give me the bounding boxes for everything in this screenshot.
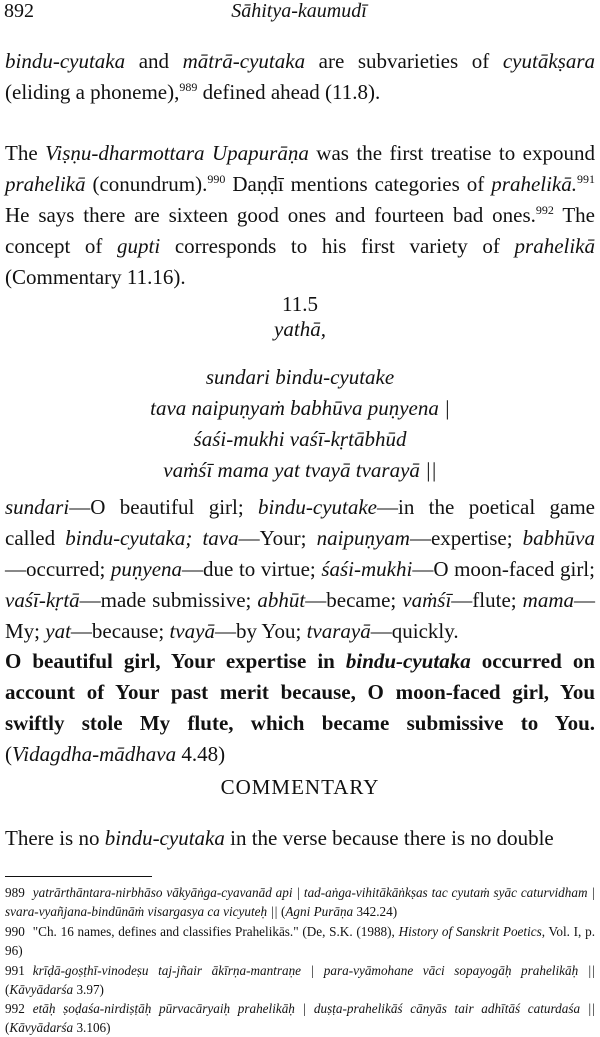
- verse-number: 11.5: [282, 292, 318, 316]
- footnote-ref: 990: [207, 172, 226, 186]
- footnote-990: 990 "Ch. 16 names, defines and classifies Prahelikās." (De, S.K. (1988), History of Sanskrit Poetics, Vol. I, p. 96): [5, 924, 595, 958]
- footnote-ref: 989: [179, 80, 198, 94]
- verse-line: tava naipuṇyaṁ babhūva puṇyena |: [150, 396, 450, 420]
- footnote-ref: 992: [535, 203, 554, 217]
- commentary-text: There is no bindu-cyutaka in the verse because there is no double: [5, 826, 554, 850]
- commentary-heading: COMMENTARY: [220, 775, 380, 799]
- footnote-number: 990: [5, 924, 25, 939]
- page-header: [4, 0, 594, 28]
- word-for-word-synonyms: sundari—O beautiful girl; bindu-cyutake—in the poetical game called bindu-cyutaka; tava—Your; naipuṇyam—expertise; babhūva—occurred; puṇyena—due to virtue; śaśi-mukhi—O moon-faced girl; vaśī-kṛtā—made submissive; abhūt—became; vaṁśī—flute; mama—My; yat—because; tvayā—by You; tvarayā—quickly.: [5, 495, 595, 643]
- footnote-ref: 991: [577, 172, 595, 186]
- footnote-number: 991: [5, 963, 25, 978]
- footnote-number: 989: [5, 885, 25, 900]
- footnote-989: 989 yatrārthāntara-nirbhāso vākyāṅga-cyavanād api | tad-aṅga-vihitākāṅkṣas tac cyutaṁ syāc caturvidham | svara-vyañjana-bindūnāṁ visargasya ca vicyuteḥ || (Agni Purāṇa 342.24): [5, 885, 595, 919]
- page-number: 892: [4, 0, 34, 22]
- verse-line: śaśi-mukhi vaśī-kṛtābhūd: [193, 427, 407, 451]
- footnote-992: 992 etāḥ ṣoḍaśa-nirdiṣṭāḥ pūrvacāryaiḥ prahelikāḥ | duṣṭa-prahelikāś cānyās tair adhītāś caturdaśa || (Kāvyādarśa 3.106): [5, 1001, 595, 1035]
- footnote-991: 991 krīḍā-goṣṭhī-vinodeṣu taj-jñair ākīrṇa-mantraṇe | para-vyāmohane vāci sopayogāḥ prahelikāḥ || (Kāvyādarśa 3.97): [5, 963, 595, 997]
- translation: O beautiful girl, Your expertise in bindu-cyutaka occurred on account of Your past merit because, O moon-faced girl, You swiftly stole My flute, which became submissive to You. (Vidagdha-mādhava 4.48): [5, 649, 596, 766]
- prahelika-paragraph: The Viṣṇu-dharmottara Upapurāṇa was the first treatise to expound prahelikā (conundrum).$^{990}$ Daṇḍī mentions categories of prahelikā.$^{991}$ He says there are sixteen good ones and fourteen bad ones.$^{992}$ The concept of gupti corresponds to his first variety of prahelikā (Commentary 11.16).: [5, 141, 595, 289]
- verse-line: vaṁśī mama yat tvayā tvarayā ||: [163, 458, 437, 482]
- verse-line: sundari bindu-cyutake: [205, 365, 395, 389]
- running-title: Sāhitya-kaumudī: [231, 0, 367, 22]
- verse-intro: yathā,: [274, 317, 326, 341]
- footnote-number: 992: [5, 1001, 25, 1016]
- verse-text: [5, 362, 595, 486]
- footnote-divider: [5, 876, 152, 877]
- intro-paragraph: bindu-cyutaka and mātrā-cyutaka are subvarieties of cyutākṣara (eliding a phoneme),$^{989}$ defined ahead (11.8).: [5, 49, 595, 104]
